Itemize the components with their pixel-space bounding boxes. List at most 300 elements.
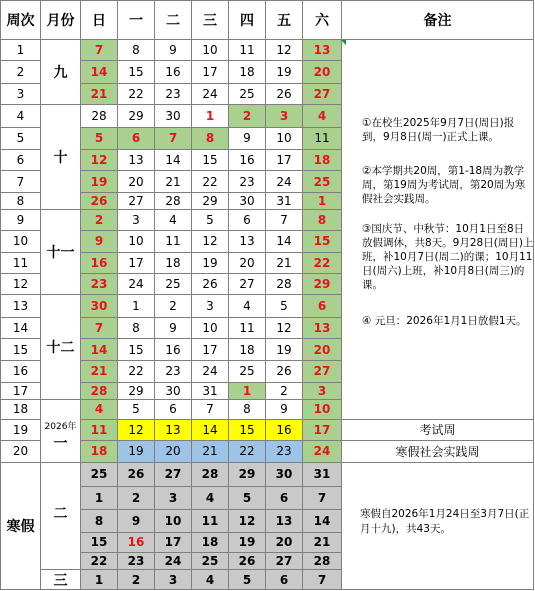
cell-text: 2: [131, 572, 141, 587]
cell-text: 23: [165, 86, 181, 101]
cell-text: 13: [165, 422, 181, 437]
cell-text: 5: [206, 212, 214, 227]
cell-text: 4: [317, 108, 327, 123]
cell-text: 14: [90, 64, 108, 79]
day-cell: [302, 170, 342, 193]
winter-day-cell: [80, 509, 118, 533]
cell-text: 15: [128, 64, 144, 79]
cell-text: 日: [92, 13, 106, 29]
day-cell: [80, 382, 118, 401]
day-cell: [80, 294, 118, 318]
cell-text: 7: [206, 402, 214, 417]
day-cell: [154, 192, 192, 210]
winter-day-cell: [154, 509, 192, 533]
cell-text: 5: [94, 131, 104, 145]
day-cell: [191, 83, 229, 106]
day-cell: [117, 273, 155, 295]
day-cell: [265, 294, 303, 318]
day-cell: [117, 209, 155, 231]
day-cell: [228, 338, 266, 361]
cell-text: 7: [168, 131, 178, 145]
day-cell: [191, 39, 229, 61]
cell-text: 25: [313, 174, 331, 189]
winter-day-cell: [302, 509, 342, 533]
cell-text: 14: [202, 422, 218, 437]
cell-text: 8: [132, 320, 140, 335]
winter-day-cell: [265, 486, 303, 510]
cell-text: 25: [201, 554, 219, 568]
week-number: [0, 440, 41, 463]
cell-text: 27: [128, 194, 144, 208]
winter-day-cell: [117, 532, 155, 554]
day-cell: [228, 149, 266, 172]
cell-text: 29: [238, 467, 256, 482]
cell-text: 10: [12, 234, 29, 249]
day-cell: [228, 382, 266, 401]
cell-text: 29: [202, 194, 218, 208]
day-cell: [154, 360, 192, 383]
winter-day-cell: [80, 532, 118, 554]
cell-text: 12: [238, 513, 256, 528]
day-cell: [154, 209, 192, 231]
day-cell: [117, 252, 155, 274]
day-cell: [154, 83, 192, 106]
day-cell: [265, 127, 303, 150]
cell-text: 16: [90, 256, 108, 270]
winter-day-cell: [80, 569, 118, 590]
cell-text: 19: [276, 342, 292, 357]
day-cell: [228, 60, 266, 84]
winter-day-cell: [228, 486, 266, 510]
cell-text: 25: [165, 277, 181, 291]
month-feb: [40, 462, 81, 571]
day-cell: [302, 419, 342, 442]
cell-text: 30: [90, 298, 108, 313]
cell-text: 7: [94, 42, 104, 57]
practice-week-label: [341, 440, 534, 463]
cell-text: 10: [128, 234, 144, 249]
cell-text: 3: [168, 490, 178, 505]
cell-text: 11: [201, 513, 219, 528]
cell-text: 12: [128, 422, 144, 437]
cell-text: 18: [165, 256, 181, 270]
header-day-5: [265, 0, 303, 40]
day-cell: [191, 419, 229, 442]
cell-text: 26: [276, 86, 292, 101]
cell-text: 14: [276, 234, 292, 249]
day-cell: [80, 317, 118, 340]
week-number: [0, 338, 41, 361]
cell-text: 13: [239, 234, 255, 249]
day-cell: [191, 440, 229, 463]
cell-text: 29: [128, 108, 144, 123]
cell-text: 7: [317, 490, 327, 505]
cell-text: 31: [313, 467, 331, 482]
cell-text: 28: [276, 277, 292, 291]
cell-text: 14: [12, 320, 29, 335]
day-cell: [80, 149, 118, 172]
cell-text: 4: [16, 108, 25, 123]
cell-text: 4: [243, 298, 251, 313]
winter-day-cell: [191, 552, 229, 570]
cell-text: 6: [279, 572, 289, 587]
cell-text: 备注: [423, 13, 452, 29]
day-cell: [265, 317, 303, 340]
day-cell: [265, 360, 303, 383]
cell-text: 2: [242, 108, 252, 123]
day-cell: [191, 317, 229, 340]
day-cell: [265, 170, 303, 193]
cell-text: 11: [165, 234, 181, 249]
cell-text: 24: [313, 444, 331, 459]
cell-text: 16: [165, 64, 181, 79]
day-cell: [80, 252, 118, 274]
winter-day-cell: [117, 569, 155, 590]
day-cell: [154, 104, 192, 128]
week-number: [0, 382, 41, 401]
cell-text: 3: [16, 86, 25, 101]
cell-text: 6: [317, 298, 327, 313]
week-number: [0, 127, 41, 150]
day-cell: [154, 382, 192, 401]
comment-marker-icon: [341, 40, 346, 45]
cell-text: 1: [94, 490, 104, 505]
week-number: [0, 104, 41, 128]
cell-text: 22: [313, 256, 331, 270]
winter-day-cell: [265, 552, 303, 570]
winter-day-cell: [302, 532, 342, 554]
day-cell: [228, 170, 266, 193]
day-cell: [154, 60, 192, 84]
header-day-0: [80, 0, 118, 40]
cell-text: 27: [275, 554, 293, 568]
cell-text: 31: [202, 383, 218, 398]
winter-day-cell: [191, 532, 229, 554]
cell-text: 18: [201, 535, 219, 550]
day-cell: [302, 252, 342, 274]
cell-text: 23: [90, 277, 108, 291]
day-cell: [117, 104, 155, 128]
day-cell: [117, 127, 155, 150]
day-cell: [191, 209, 229, 231]
cell-text: 考试周: [419, 423, 456, 438]
day-cell: [265, 440, 303, 463]
cell-text: 4: [169, 212, 177, 227]
day-cell: [228, 252, 266, 274]
cell-text: 27: [313, 86, 331, 101]
cell-text: 19: [90, 174, 108, 189]
cell-text: 25: [239, 364, 255, 379]
cell-text: 27: [313, 364, 331, 379]
day-cell: [302, 360, 342, 383]
day-cell: [302, 104, 342, 128]
cell-text: 28: [91, 108, 107, 123]
day-cell: [228, 230, 266, 254]
cell-text: 18: [90, 444, 108, 459]
cell-text: 26: [202, 277, 218, 291]
cell-text: 1: [94, 572, 104, 587]
day-cell: [191, 338, 229, 361]
day-cell: [154, 317, 192, 340]
cell-text: 20: [313, 64, 331, 79]
day-cell: [191, 60, 229, 84]
day-cell: [265, 252, 303, 274]
winter-day-cell: [302, 552, 342, 570]
day-cell: [117, 192, 155, 210]
day-cell: [302, 127, 342, 150]
day-cell: [302, 209, 342, 231]
cell-text: 20: [239, 256, 255, 270]
week-number: [0, 419, 41, 442]
day-cell: [265, 382, 303, 401]
cell-text: 31: [276, 194, 292, 208]
day-cell: [191, 360, 229, 383]
day-cell: [154, 149, 192, 172]
winter-day-cell: [265, 532, 303, 554]
day-cell: [265, 83, 303, 106]
day-cell: [80, 104, 118, 128]
week-number: [0, 317, 41, 340]
cell-text: 21: [276, 256, 292, 270]
cell-text: 28: [90, 383, 108, 398]
note-item: ①在校生2025年9月7日(周日)报到，9月8日(周一)正式上课。: [362, 117, 515, 143]
cell-text: 26: [127, 467, 145, 482]
cell-text: 23: [239, 174, 255, 189]
cell-text: 24: [202, 364, 218, 379]
day-cell: [302, 440, 342, 463]
day-cell: [228, 360, 266, 383]
cell-text: 20: [165, 444, 181, 459]
cell-text: 27: [239, 277, 255, 291]
week-number: [0, 360, 41, 383]
day-cell: [117, 39, 155, 61]
cell-text: 8: [205, 131, 215, 145]
day-cell: [265, 230, 303, 254]
day-cell: [154, 440, 192, 463]
cell-text: 九: [53, 65, 68, 81]
cell-text: 13: [275, 513, 293, 528]
day-cell: [302, 230, 342, 254]
day-cell: [265, 419, 303, 442]
cell-text: 12: [276, 320, 292, 335]
day-cell: [80, 338, 118, 361]
day-cell: [191, 273, 229, 295]
cell-text: 30: [165, 108, 181, 123]
cell-text: 30: [165, 383, 181, 398]
cell-text: 29: [313, 277, 331, 291]
winter-day-cell: [191, 569, 229, 590]
cell-text: 1: [317, 194, 327, 208]
header-day-4: [228, 0, 266, 40]
cell-text: 21: [313, 535, 331, 550]
cell-text: 19: [238, 535, 256, 550]
day-cell: [265, 39, 303, 61]
winter-day-cell: [228, 462, 266, 488]
note-item: ④ 元旦：2026年1月1日放假1天。: [362, 315, 527, 327]
day-cell: [117, 149, 155, 172]
cell-text: 一: [53, 436, 68, 453]
header-week: [0, 0, 41, 40]
winter-day-cell: [154, 552, 192, 570]
header-day-6: [302, 0, 342, 40]
cell-text: 11: [90, 422, 108, 437]
cell-text: 13: [313, 42, 331, 57]
cell-text: 26: [276, 364, 292, 379]
cell-text: 寒假: [6, 518, 35, 535]
cell-text: 12: [276, 42, 292, 57]
day-cell: [302, 399, 342, 420]
day-cell: [80, 127, 118, 150]
cell-text: 2026年: [44, 422, 77, 433]
cell-text: 24: [128, 277, 144, 291]
day-cell: [228, 209, 266, 231]
day-cell: [302, 317, 342, 340]
month-jan: [40, 399, 81, 463]
winter-day-cell: [265, 509, 303, 533]
cell-text: 15: [12, 342, 29, 357]
day-cell: [265, 60, 303, 84]
cell-text: 十: [53, 150, 68, 166]
cell-text: 十二: [46, 340, 75, 356]
cell-text: 三: [53, 572, 68, 589]
day-cell: [265, 149, 303, 172]
winter-day-cell: [228, 532, 266, 554]
cell-text: 3: [317, 383, 327, 398]
day-cell: [80, 170, 118, 193]
cell-text: 28: [165, 194, 181, 208]
day-cell: [302, 60, 342, 84]
day-cell: [228, 419, 266, 442]
cell-text: 20: [275, 535, 293, 550]
day-cell: [191, 127, 229, 150]
cell-text: 月份: [46, 13, 75, 29]
cell-text: 23: [127, 554, 145, 568]
cell-text: 17: [164, 535, 182, 550]
cell-text: 18: [239, 64, 255, 79]
winter-day-cell: [191, 509, 229, 533]
cell-text: 30: [275, 467, 293, 482]
cell-text: 1: [16, 42, 25, 57]
cell-text: 22: [128, 364, 144, 379]
winter-day-cell: [302, 486, 342, 510]
day-cell: [154, 294, 192, 318]
winter-day-cell: [154, 569, 192, 590]
day-cell: [302, 338, 342, 361]
cell-text: 30: [239, 194, 255, 208]
cell-text: 22: [128, 86, 144, 101]
cell-text: 9: [169, 320, 177, 335]
week-number: [0, 170, 41, 193]
day-cell: [191, 104, 229, 128]
day-cell: [228, 127, 266, 150]
winter-day-cell: [117, 552, 155, 570]
day-cell: [117, 170, 155, 193]
day-cell: [228, 294, 266, 318]
cell-text: 19: [128, 444, 144, 459]
cell-text: 16: [165, 342, 181, 357]
day-cell: [228, 440, 266, 463]
cell-text: 21: [165, 174, 181, 189]
day-cell: [80, 419, 118, 442]
day-cell: [80, 192, 118, 210]
day-cell: [191, 192, 229, 210]
cell-text: 3: [168, 572, 178, 587]
day-cell: [302, 382, 342, 401]
winter-note: 寒假自2026年1月24日至3月7日(正月十九)，共43天。: [360, 507, 530, 535]
cell-text: 16: [276, 422, 292, 437]
cell-text: 18: [239, 342, 255, 357]
header-day-3: [191, 0, 229, 40]
cell-text: 17: [276, 152, 292, 167]
cell-text: 9: [169, 42, 177, 57]
winter-day-cell: [265, 462, 303, 488]
week-number: [0, 149, 41, 172]
winter-day-cell: [117, 486, 155, 510]
day-cell: [265, 209, 303, 231]
cell-text: 28: [201, 467, 219, 482]
cell-text: 26: [90, 194, 108, 208]
cell-text: 10: [276, 131, 292, 145]
cell-text: 一: [129, 13, 143, 29]
cell-text: 15: [239, 422, 255, 437]
cell-text: 2: [16, 64, 25, 79]
cell-text: 11: [239, 42, 255, 57]
winter-day-cell: [191, 462, 229, 488]
day-cell: [117, 399, 155, 420]
cell-text: 21: [90, 86, 108, 101]
day-cell: [228, 399, 266, 420]
cell-text: 17: [202, 64, 218, 79]
cell-text: 7: [16, 174, 25, 189]
cell-text: 6: [169, 402, 177, 417]
day-cell: [80, 60, 118, 84]
cell-text: 8: [317, 212, 327, 227]
cell-text: 17: [313, 422, 331, 437]
day-cell: [80, 273, 118, 295]
cell-text: 28: [313, 554, 331, 568]
cell-text: 6: [279, 490, 289, 505]
day-cell: [80, 399, 118, 420]
cell-text: 9: [280, 402, 288, 417]
cell-text: 11: [239, 320, 255, 335]
day-cell: [302, 83, 342, 106]
cell-text: 3: [206, 298, 214, 313]
cell-text: 11: [12, 256, 29, 270]
note-item: ②本学期共20周，第1-18周为教学周，第19周为考试周，第20周为寒假社会实践周。: [362, 165, 526, 205]
cell-text: 1: [205, 108, 215, 123]
cell-text: 25: [90, 467, 108, 482]
day-cell: [117, 230, 155, 254]
cell-text: 9: [16, 212, 25, 227]
exam-week-label: [341, 419, 534, 442]
day-cell: [265, 399, 303, 420]
day-cell: [80, 360, 118, 383]
winter-day-cell: [154, 532, 192, 554]
cell-text: 16: [239, 152, 255, 167]
cell-text: 2: [169, 298, 177, 313]
cell-text: 6: [243, 212, 251, 227]
day-cell: [302, 149, 342, 172]
day-cell: [228, 273, 266, 295]
cell-text: 13: [128, 152, 144, 167]
day-cell: [191, 294, 229, 318]
day-cell: [117, 440, 155, 463]
cell-text: 12: [90, 152, 108, 167]
cell-text: 12: [12, 277, 29, 291]
month-dec: [40, 294, 81, 400]
day-cell: [302, 273, 342, 295]
cell-text: 8: [94, 513, 104, 528]
